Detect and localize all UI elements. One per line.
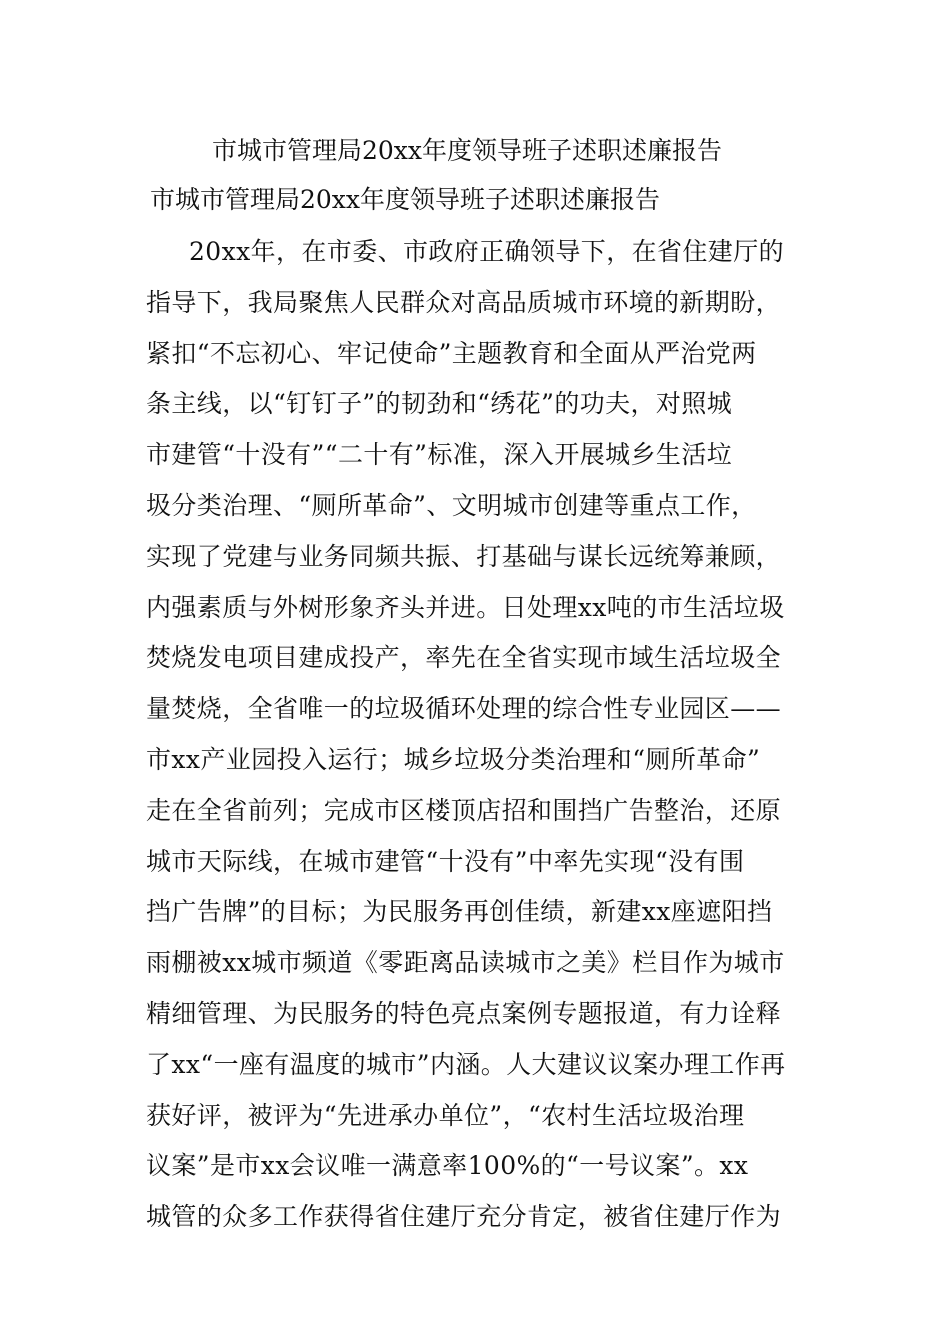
paragraph-line: 议案”是市xx会议唯一满意率100%的“一号议案”。xx (146, 1151, 749, 1181)
paragraph-line: 内强素质与外树形象齐头并进。日处理xx吨的市生活垃圾 (146, 592, 785, 622)
paragraph-line: 市建管“十没有”“二十有”标准，深入开展城乡生活垃 (146, 440, 733, 470)
paragraph-line: 精细管理、为民服务的特色亮点案例专题报道，有力诠释 (146, 998, 782, 1028)
body-paragraph (146, 228, 811, 1244)
paragraph-line: 走在全省前列；完成市区楼顶店招和围挡广告整治，还原 (146, 795, 782, 825)
paragraph-line: 量焚烧，全省唯一的垃圾循环处理的综合性专业园区—— (146, 694, 782, 724)
paragraph-line: 市xx产业园投入运行；城乡垃圾分类治理和“厕所革命” (146, 744, 761, 774)
paragraph-line: 20xx年，在市委、市政府正确领导下，在省住建厅的 (189, 237, 785, 266)
paragraph-line: 获好评，被评为“先进承办单位”，“农村生活垃圾治理 (146, 1100, 745, 1130)
document-subtitle: 市城市管理局20xx年度领导班子述职述廉报告 (150, 185, 661, 214)
document-title: 市城市管理局20xx年度领导班子述职述廉报告 (212, 136, 723, 165)
paragraph-line: 条主线，以“钉钉子”的韧劲和“绣花”的功夫，对照城 (146, 389, 733, 419)
paragraph-line: 城市天际线，在城市建管“十没有”中率先实现“没有围 (146, 846, 745, 876)
paragraph-line: 紧扣“不忘初心、牢记使命”主题教育和全面从严治党两 (146, 338, 757, 368)
paragraph-line: 挡广告牌”的目标；为民服务再创佳绩，新建xx座遮阳挡 (146, 897, 773, 927)
paragraph-line: 实现了党建与业务同频共振、打基础与谋长远统筹兼顾， (146, 541, 782, 571)
paragraph-line: 城管的众多工作获得省住建厅充分肯定，被省住建厅作为 (146, 1202, 782, 1232)
paragraph-line: 圾分类治理、“厕所革命”、文明城市创建等重点工作， (146, 490, 757, 520)
paragraph-line: 雨棚被xx城市频道《零距离品读城市之美》栏目作为城市 (146, 948, 785, 978)
paragraph-line: 了xx“一座有温度的城市”内涵。人大建议议案办理工作再 (146, 1049, 786, 1079)
paragraph-line: 焚烧发电项目建成投产，率先在全省实现市域生活垃圾全 (146, 643, 782, 673)
paragraph-line: 指导下，我局聚焦人民群众对高品质城市环境的新期盼， (146, 287, 782, 317)
